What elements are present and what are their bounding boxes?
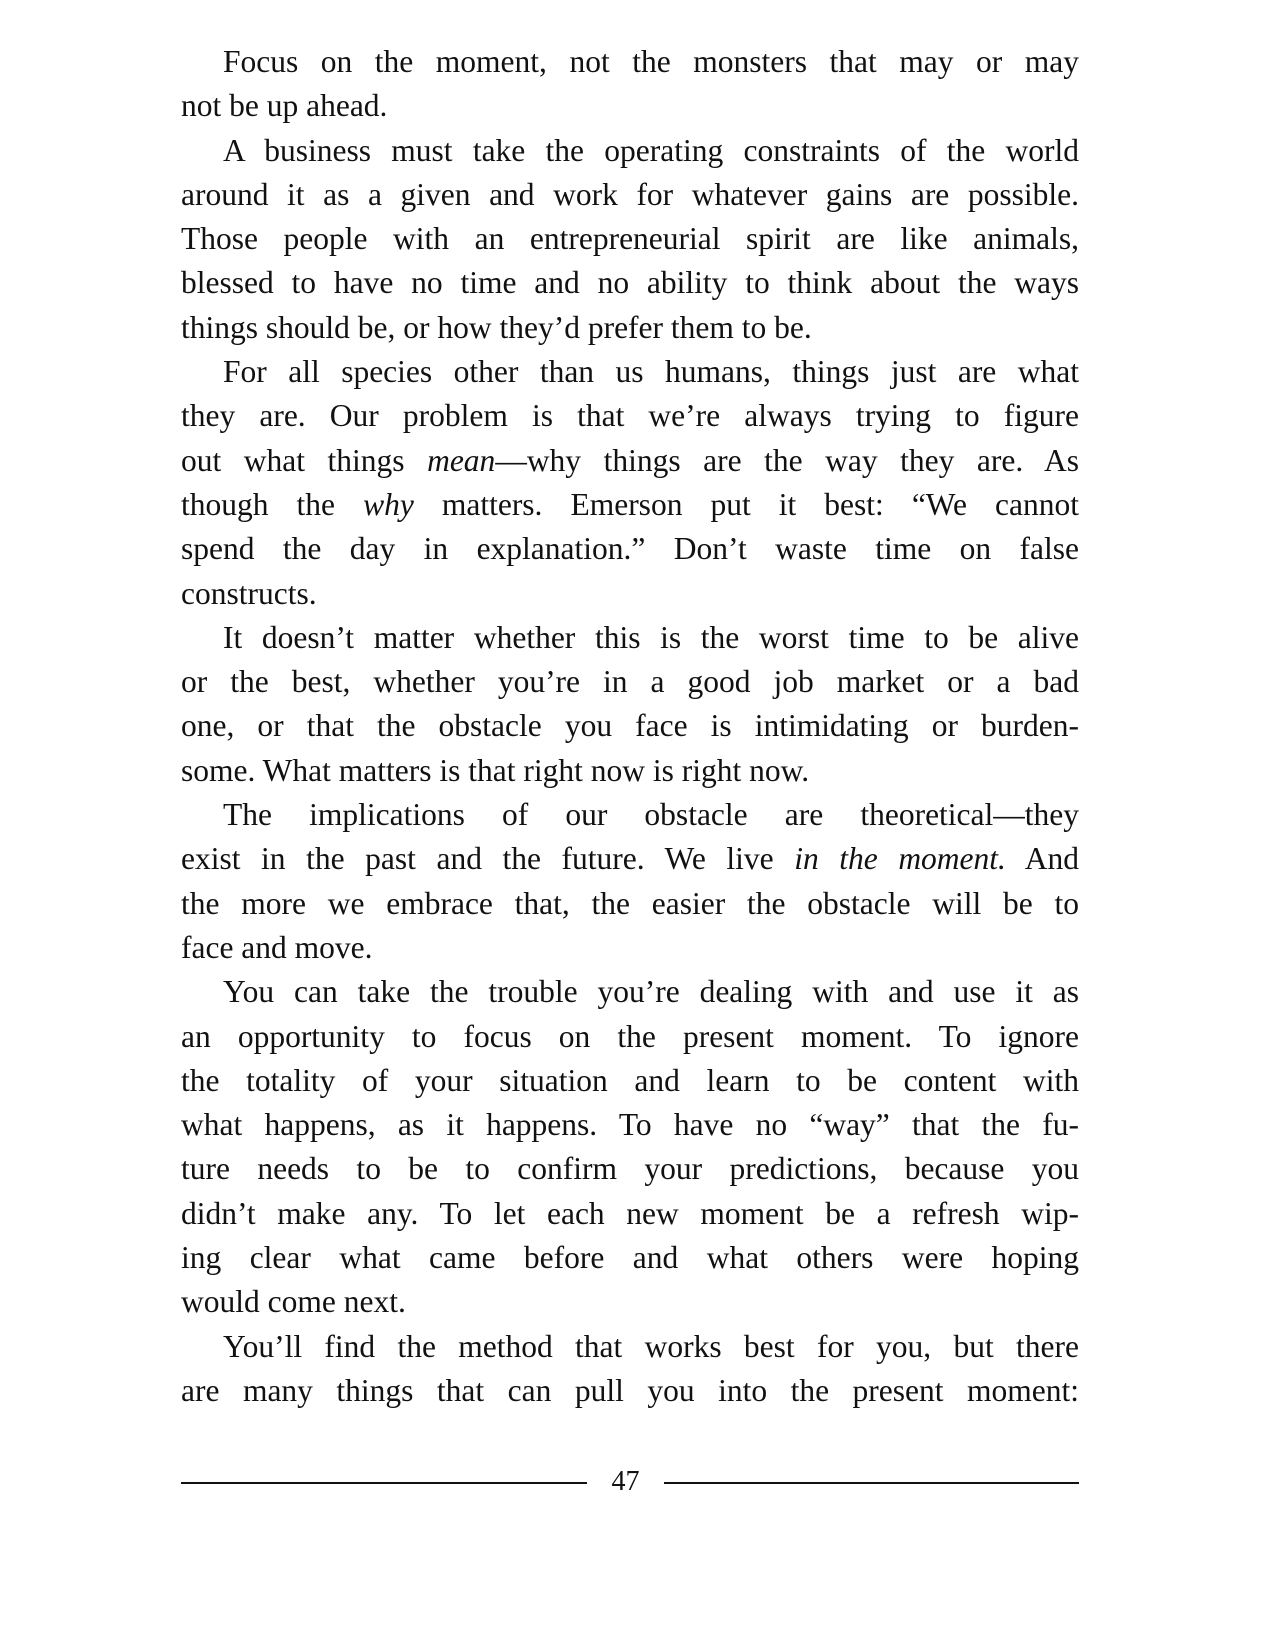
- emphasis-why: why: [363, 486, 414, 522]
- text-line: spend the day in explanation.” Don’t waste time on false: [181, 531, 1079, 567]
- text-run: out what things: [181, 442, 428, 478]
- text-line: It doesn’t matter whether this is the worst time to be alive: [223, 619, 1079, 655]
- text-line: You can take the trouble you’re dealing with and use it as: [223, 974, 1079, 1010]
- text-line: A business must take the operating constraints of the world: [223, 132, 1079, 168]
- text-run: exist in the past and the future. We live: [181, 841, 795, 877]
- text-line: ture needs to be to confirm your predictions, because you: [181, 1151, 1079, 1187]
- text-line: ing clear what came before and what others were hoping: [181, 1240, 1079, 1276]
- text-line: things should be, or how they’d prefer them to be.: [181, 309, 812, 345]
- paragraph-7: [181, 1325, 1079, 1414]
- text-line: You’ll find the method that works best for you, but there: [223, 1328, 1079, 1364]
- text-line: around it as a given and work for whatever gains are possible.: [181, 176, 1079, 212]
- paragraph-1: [181, 40, 1079, 129]
- text-line: or the best, whether you’re in a good job market or a bad: [181, 664, 1079, 700]
- text-run: matters. Emerson put it best: “We cannot: [413, 486, 1079, 522]
- text-line: not be up ahead.: [181, 88, 388, 124]
- text-line: they are. Our problem is that we’re always trying to figure: [181, 398, 1079, 434]
- text-run: And: [1005, 841, 1079, 877]
- text-line: would come next.: [181, 1284, 406, 1320]
- page-number: 47: [611, 1466, 640, 1497]
- text-line: Focus on the moment, not the monsters that may or may: [223, 44, 1079, 79]
- text-line-with-emphasis: [181, 483, 1079, 527]
- paragraph-6: [181, 970, 1079, 1324]
- paragraph-4: [181, 616, 1079, 793]
- emphasis-mean: mean: [427, 442, 496, 478]
- text-line-with-emphasis: [181, 439, 1079, 483]
- emphasis-in-the-moment: in the moment.: [794, 841, 1006, 877]
- text-line: one, or that the obstacle you face is intimidating or burden-: [181, 708, 1079, 744]
- page-body: [181, 40, 1079, 1413]
- text-run: —why things are the way they are. As: [495, 442, 1079, 478]
- page-footer: [181, 1460, 1079, 1500]
- text-line: are many things that can pull you into the present moment:: [181, 1372, 1079, 1408]
- text-line: Those people with an entrepreneurial spirit are like animals,: [181, 221, 1079, 257]
- text-line: the totality of your situation and learn to be content with: [181, 1062, 1079, 1098]
- text-line-with-emphasis: [181, 837, 1079, 881]
- text-line: face and move.: [181, 929, 373, 965]
- paragraph-2: [181, 129, 1079, 350]
- paragraph-5: [181, 793, 1079, 970]
- text-line: blessed to have no time and no ability to think about the ways: [181, 265, 1079, 301]
- text-line: what happens, as it happens. To have no “way” that the fu-: [181, 1107, 1079, 1143]
- text-line: constructs.: [181, 575, 317, 611]
- footer-rule-left: [181, 1482, 587, 1484]
- text-line: some. What matters is that right now is right now.: [181, 752, 810, 788]
- text-line: an opportunity to focus on the present moment. To ignore: [181, 1018, 1079, 1054]
- text-line: For all species other than us humans, things just are what: [223, 354, 1079, 390]
- text-line: didn’t make any. To let each new moment be a refresh wip-: [181, 1195, 1079, 1231]
- paragraph-3: [181, 350, 1079, 616]
- text-line: The implications of our obstacle are theoretical—they: [223, 797, 1079, 833]
- footer-rule-right: [664, 1482, 1079, 1484]
- text-line: the more we embrace that, the easier the obstacle will be to: [181, 885, 1079, 921]
- text-run: though the: [181, 486, 364, 522]
